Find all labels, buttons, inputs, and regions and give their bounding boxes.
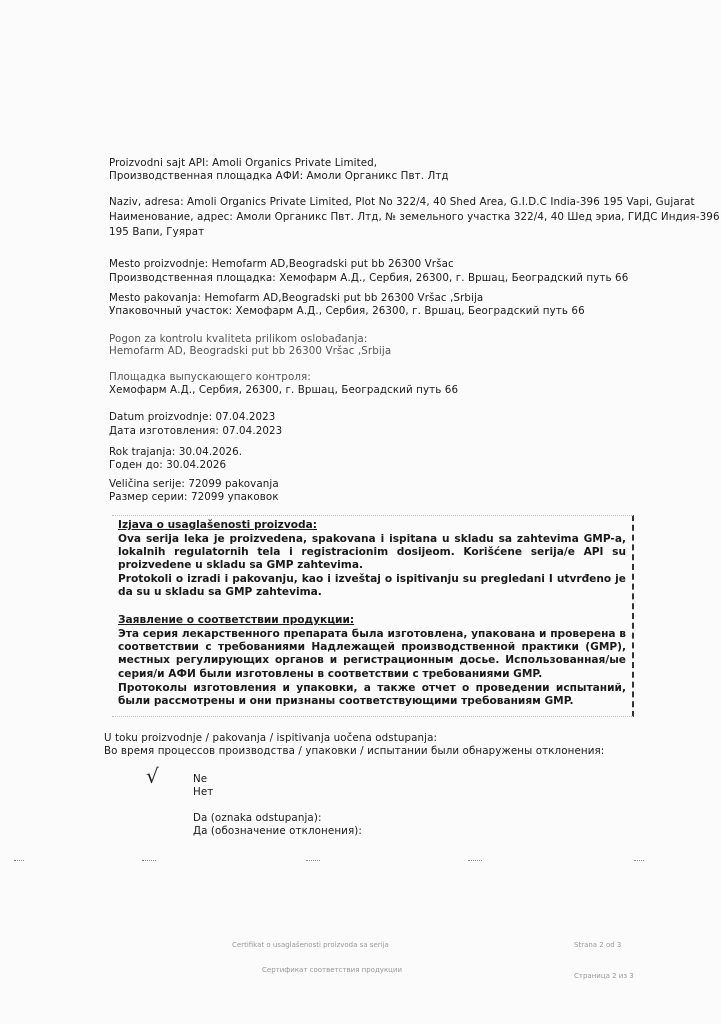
expiry-date-ru: Годен до: 30.04.2026 <box>109 459 227 471</box>
divider-dots-2 <box>142 860 156 861</box>
footer-line-2: Сертификат соответствия продукции <box>262 966 403 974</box>
footer-line-1: Certifikat o usaglašenosti proizvoda sa serija <box>232 941 389 949</box>
option-yes-ru: Да (обозначение отклонения): <box>193 825 362 837</box>
address-line-3: 195 Вапи, Гуярат <box>109 226 205 238</box>
manufacture-date-sr: Datum proizvodnje: 07.04.2023 <box>109 411 276 423</box>
production-site-sr: Mesto proizvodnje: Hemofarm AD,Beogradski put bb 26300 Vršac <box>109 258 454 270</box>
qc-site-value-ru: Хемофарм А.Д., Сербия, 26300, г. Вршац, Београдский путь 66 <box>109 384 459 396</box>
packaging-site-ru: Упаковочный участок: Хемофарм А.Д., Сербия, 26300, г. Вршац, Београдский путь 66 <box>109 305 585 317</box>
compliance-text-sr-2: Protokoli o izradi i pakovanju, kao i izveštaj o ispitivanju su pregledani I utvrđeno je da su u skladu sa GMP zahtevima. <box>118 573 626 599</box>
option-no-sr: Ne <box>193 773 208 785</box>
qc-site-label-ru: Площадка выпускающего контроля: <box>109 371 311 383</box>
address-line-1: Naziv, adresa: Amoli Organics Private Limited, Plot No 322/4, 40 Shed Area, G.I.D.C India-396 195 Vapi, Gujarat <box>109 196 695 208</box>
option-yes-sr: Da (oznaka odstupanja): <box>193 812 322 824</box>
divider-dots-5 <box>634 860 644 861</box>
compliance-text-ru-2: Протоколы изготовления и упаковки, а также отчет о проведении испытаний, были рассмотрены и они признаны соответствующими требованиям GMP. <box>118 682 626 708</box>
expiry-date-sr: Rok trajanja: 30.04.2026. <box>109 446 243 458</box>
option-no-ru: Нет <box>193 786 214 798</box>
address-line-2: Наименование, адрес: Амоли Органикс Пвт. Лтд, № земельного участка 322/4, 40 Шед эриа, ГИДС Индия-396 <box>109 211 720 223</box>
qc-site-label-sr: Pogon za kontrolu kvaliteta prilikom oslobađanja: <box>109 333 368 345</box>
divider-dots-3 <box>306 860 320 861</box>
divider-dots-4 <box>468 860 482 861</box>
compliance-text-sr-1: Ova serija leka je proizvedena, spakovana i ispitana u skladu sa zahtevima GMP-a, lokalnih regulatornih tela i registracionim dosijeom. Korišćene serija/e API su proizvedene u skladu sa GMP zahtevima. <box>118 533 626 572</box>
manufacture-date-ru: Дата изготовления: 07.04.2023 <box>109 425 283 437</box>
compliance-heading-ru: Заявление о соответствии продукции: <box>118 614 355 626</box>
compliance-text-ru-1: Эта серия лекарственного препарата была изготовлена, упакована и проверена в соответствии с требованиями Надлежащей производственной практики (GMP), местных регулирующих органов и регистрационным досье. Использованная/ые серия/и АФИ были изготовлены в соответствии с требованиями GMP. <box>118 628 626 680</box>
api-site-sr: Proizvodni sajt API: Amoli Organics Private Limited, <box>109 157 378 169</box>
production-site-ru: Производственная площадка: Хемофарм А.Д., Сербия, 26300, г. Вршац, Београдский путь 66 <box>109 272 629 284</box>
qc-site-value-sr: Hemofarm AD, Beogradski put bb 26300 Vršac ,Srbija <box>109 345 392 357</box>
checkmark-icon: √ <box>146 764 159 788</box>
compliance-heading-sr: Izjava o usaglašenosti proizvoda: <box>118 519 317 531</box>
batch-size-ru: Размер серии: 72099 упаковок <box>109 491 279 503</box>
footer-page-1: Strana 2 od 3 <box>574 941 622 949</box>
api-site-ru: Производственная площадка АФИ: Амоли Органикс Пвт. Лтд <box>109 170 449 182</box>
footer-page-2: Страница 2 из 3 <box>574 972 634 980</box>
packaging-site-sr: Mesto pakovanja: Hemofarm AD,Beogradski put bb 26300 Vršac ,Srbija <box>109 292 484 304</box>
batch-size-sr: Veličina serije: 72099 pakovanja <box>109 478 279 490</box>
divider-dots-1 <box>14 860 24 861</box>
deviation-question-sr: U toku proizvodnje / pakovanja / ispitivanja uočena odstupanja: <box>104 732 438 744</box>
deviation-question-ru: Во время процессов производства / упаковки / испытании были обнаружены отклонения: <box>104 745 605 757</box>
